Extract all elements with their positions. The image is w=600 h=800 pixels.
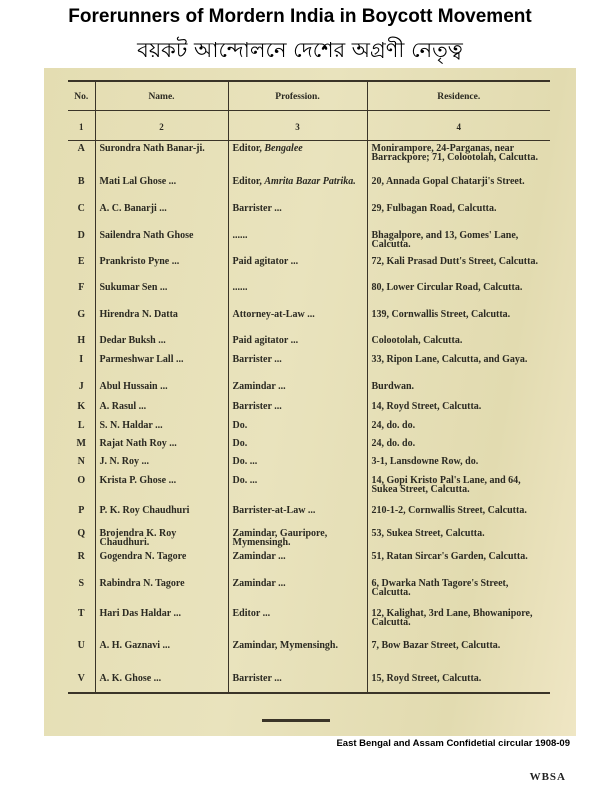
page-title: Forerunners of Mordern India in Boycott Movement: [68, 6, 532, 27]
row-residence: [367, 436, 550, 454]
row-name: [95, 280, 228, 307]
row-no-text: R: [77, 550, 85, 562]
row-residence-text: 6, Dwarka Nath Tagore's Street, Calcutta.: [371, 577, 509, 598]
row-residence-text: 12, Kalighat, 3rd Lane, Bhowanipore, Calcutta.: [371, 607, 533, 628]
row-residence-text: Monirampore, 24-Parganas, near Barrackpore; 71, Colootolah, Calcutta.: [371, 143, 538, 163]
row-profession-text: Do.: [232, 419, 248, 431]
row-residence: [367, 174, 550, 201]
row-profession-text: Paid agitator ...: [232, 334, 299, 346]
row-residence: [367, 418, 550, 436]
row-no: [68, 333, 95, 352]
row-residence-text: 29, Fulbagan Road, Calcutta.: [371, 202, 497, 214]
row-profession: [228, 503, 367, 526]
row-residence-text: 20, Annada Gopal Chatarji's Street.: [371, 175, 525, 187]
header-name: Name.: [95, 81, 228, 111]
row-residence-text: 51, Ratan Sircar's Garden, Calcutta.: [371, 550, 528, 562]
row-no-text: E: [77, 255, 85, 267]
row-no-text: L: [77, 419, 85, 431]
row-name: [95, 399, 228, 418]
row-name-text: Rajat Nath Roy ...: [99, 437, 177, 449]
table-row: [68, 549, 550, 576]
row-no: [68, 638, 95, 671]
table-header-row: [68, 81, 550, 111]
row-profession: [228, 379, 367, 399]
row-residence: [367, 352, 550, 379]
row-no: [68, 418, 95, 436]
row-no: [68, 254, 95, 280]
row-no-text: K: [77, 400, 86, 412]
row-name-text: Parmeshwar Lall ...: [99, 353, 184, 365]
row-no: [68, 671, 95, 693]
row-residence: [367, 280, 550, 307]
row-profession: [228, 454, 367, 473]
row-no-text: O: [77, 474, 86, 486]
row-profession: [228, 399, 367, 418]
row-no: [68, 549, 95, 576]
row-profession-text: ......: [232, 229, 248, 241]
row-no-text: H: [77, 334, 86, 346]
row-residence: [367, 606, 550, 638]
row-name-text: Krista P. Ghose ...: [99, 474, 177, 486]
column-number-row: [68, 111, 550, 141]
header-no: No.: [68, 81, 95, 111]
end-rule: [262, 719, 330, 722]
row-name: [95, 254, 228, 280]
row-no: [68, 307, 95, 333]
row-no: [68, 174, 95, 201]
row-residence-text: Burdwan.: [371, 380, 415, 392]
row-name-text: S. N. Haldar ...: [99, 419, 163, 431]
row-profession-text: Barrister ...: [232, 353, 282, 365]
row-name: [95, 379, 228, 399]
row-profession-text: Zamindar, Mymensingh.: [232, 639, 338, 651]
row-name-text: Hirendra N. Datta: [99, 308, 178, 320]
row-no: [68, 503, 95, 526]
row-residence-text: 14, Royd Street, Calcutta.: [371, 400, 482, 412]
row-residence: [367, 503, 550, 526]
row-residence-text: 80, Lower Circular Road, Calcutta.: [371, 281, 523, 293]
row-no-text: M: [76, 437, 86, 449]
row-name: [95, 454, 228, 473]
row-name-text: P. K. Roy Chaudhuri: [99, 504, 190, 516]
publication-name: Amrita Bazar Patrika.: [264, 175, 356, 187]
row-profession-text: Barrister-at-Law ...: [232, 504, 316, 516]
row-name: [95, 576, 228, 606]
row-no-text: F: [78, 281, 85, 293]
table-row: [68, 436, 550, 454]
row-name: [95, 333, 228, 352]
row-profession: [228, 228, 367, 254]
row-no: [68, 454, 95, 473]
row-residence: [367, 473, 550, 503]
row-name: [95, 526, 228, 549]
row-name-text: Dedar Buksh ...: [99, 334, 166, 346]
row-residence: [367, 141, 550, 174]
row-name: [95, 436, 228, 454]
row-no: [68, 399, 95, 418]
row-no-text: I: [79, 353, 84, 365]
row-profession: [228, 436, 367, 454]
row-residence-text: 3-1, Lansdowne Row, do.: [371, 455, 479, 467]
row-name: [95, 549, 228, 576]
row-name-text: Sukumar Sen ...: [99, 281, 168, 293]
table-row: [68, 638, 550, 671]
row-residence: [367, 254, 550, 280]
row-profession: [228, 549, 367, 576]
table-row: [68, 201, 550, 228]
row-name-text: A. Rasul ...: [99, 400, 147, 412]
row-name-text: A. H. Gaznavi ...: [99, 639, 171, 651]
row-residence: [367, 201, 550, 228]
row-profession: [228, 473, 367, 503]
row-profession: [228, 307, 367, 333]
row-no: [68, 526, 95, 549]
row-name-text: A. C. Banarji ...: [99, 202, 167, 214]
table-row: [68, 454, 550, 473]
row-profession-text: Editor,: [232, 175, 265, 187]
row-name: [95, 201, 228, 228]
leaders-table: [68, 80, 550, 694]
row-residence: [367, 638, 550, 671]
row-residence-text: 7, Bow Bazar Street, Calcutta.: [371, 639, 501, 651]
column-number: 4: [367, 111, 550, 141]
table-row: [68, 473, 550, 503]
row-profession-text: Zamindar ...: [232, 550, 286, 562]
row-residence: [367, 576, 550, 606]
row-no-text: N: [77, 455, 85, 467]
row-name: [95, 418, 228, 436]
row-residence: [367, 454, 550, 473]
row-residence: [367, 399, 550, 418]
table-row: [68, 418, 550, 436]
row-no: [68, 228, 95, 254]
row-name: [95, 352, 228, 379]
row-name-text: A. K. Ghose ...: [99, 672, 162, 684]
row-no-text: G: [77, 308, 86, 320]
table-row: [68, 379, 550, 399]
row-profession-text: Barrister ...: [232, 400, 282, 412]
row-residence-text: Bhagalpore, and 13, Gomes' Lane, Calcutta.: [371, 229, 519, 250]
row-profession: [228, 576, 367, 606]
row-no: [68, 141, 95, 174]
row-profession-text: Paid agitator ...: [232, 255, 299, 267]
table-row: [68, 671, 550, 693]
table-row: [68, 352, 550, 379]
row-profession: [228, 174, 367, 201]
row-no: [68, 606, 95, 638]
row-profession: [228, 671, 367, 693]
row-name-text: Mati Lal Ghose ...: [99, 175, 177, 187]
row-name-text: Rabindra N. Tagore: [99, 577, 185, 589]
row-no-text: V: [77, 672, 85, 684]
header-profession: Profession.: [228, 81, 367, 111]
row-no-text: D: [77, 229, 85, 241]
row-profession-text: Barrister ...: [232, 672, 282, 684]
row-residence: [367, 379, 550, 399]
table-row: [68, 307, 550, 333]
row-residence: [367, 671, 550, 693]
row-no-text: S: [78, 577, 85, 589]
row-profession: [228, 526, 367, 549]
row-profession: [228, 606, 367, 638]
column-number: 3: [228, 111, 367, 141]
header-residence: Residence.: [367, 81, 550, 111]
row-name-text: Sailendra Nath Ghose: [99, 229, 194, 241]
table-row: [68, 526, 550, 549]
row-name: [95, 671, 228, 693]
publication-name: Bengalee: [264, 143, 303, 154]
row-profession-text: Do.: [232, 437, 248, 449]
row-name: [95, 473, 228, 503]
row-profession-text: Do. ...: [232, 474, 258, 486]
row-profession: [228, 280, 367, 307]
row-no: [68, 473, 95, 503]
table-row: [68, 576, 550, 606]
row-no: [68, 352, 95, 379]
row-no-text: A: [77, 143, 85, 154]
row-no-text: P: [78, 504, 85, 516]
row-name: [95, 606, 228, 638]
row-name-text: Hari Das Haldar ...: [99, 607, 181, 619]
table-row: [68, 254, 550, 280]
row-residence: [367, 549, 550, 576]
row-no: [68, 379, 95, 399]
table-row: [68, 606, 550, 638]
row-no-text: J: [78, 380, 84, 392]
row-name: [95, 307, 228, 333]
table-row: [68, 280, 550, 307]
row-profession-text: Zamindar ...: [232, 577, 286, 589]
row-profession-text: Zamindar ...: [232, 380, 286, 392]
row-residence: [367, 307, 550, 333]
row-residence-text: Colootolah, Calcutta.: [371, 334, 463, 346]
page-subtitle-bengali: বয়কট আন্দোলনে দেশের অগ্রণী নেতৃত্ব: [137, 38, 463, 62]
row-profession-text: Do. ...: [232, 455, 258, 467]
row-no: [68, 576, 95, 606]
row-profession: [228, 418, 367, 436]
source-caption: East Bengal and Assam Confidetial circular 1908-09: [336, 738, 570, 749]
table-row: [68, 174, 550, 201]
column-number: 1: [68, 111, 95, 141]
row-residence-text: 33, Ripon Lane, Calcutta, and Gaya.: [371, 353, 528, 365]
row-name-text: Gogendra N. Tagore: [99, 550, 187, 562]
row-profession: [228, 352, 367, 379]
row-profession-text: Barrister ...: [232, 202, 282, 214]
row-profession: [228, 141, 367, 174]
row-profession: [228, 254, 367, 280]
row-name-text: Prankristo Pyne ...: [99, 255, 180, 267]
row-residence: [367, 333, 550, 352]
row-no-text: B: [77, 175, 85, 187]
row-profession: [228, 333, 367, 352]
row-no: [68, 436, 95, 454]
row-name: [95, 141, 228, 174]
row-profession: [228, 201, 367, 228]
row-residence-text: 24, do. do.: [371, 419, 416, 431]
row-name: [95, 228, 228, 254]
row-residence-text: 14, Gopi Kristo Pal's Lane, and 64, Sukea Street, Calcutta.: [371, 474, 521, 495]
row-profession-text: ......: [232, 281, 248, 293]
row-profession-text: Editor,: [232, 143, 265, 154]
row-residence-text: 72, Kali Prasad Dutt's Street, Calcutta.: [371, 255, 538, 267]
row-name-text: Surondra Nath Banar-ji.: [99, 143, 205, 154]
row-residence: [367, 228, 550, 254]
scanned-document: [44, 68, 576, 736]
row-residence-text: 53, Sukea Street, Calcutta.: [371, 527, 485, 539]
row-name: [95, 503, 228, 526]
table-row: [68, 399, 550, 418]
row-no-text: U: [77, 639, 85, 651]
table-row: [68, 333, 550, 352]
table-row: [68, 141, 550, 174]
row-profession-text: Editor ...: [232, 607, 271, 619]
row-no-text: Q: [77, 527, 86, 539]
row-no-text: T: [77, 607, 85, 619]
row-residence-text: 210-1-2, Cornwallis Street, Calcutta.: [371, 504, 527, 516]
row-residence-text: 24, do. do.: [371, 437, 416, 449]
row-profession-text: Zamindar, Gauripore, Mymensingh.: [232, 527, 328, 548]
row-name-text: Abul Hussain ...: [99, 380, 168, 392]
row-name-text: J. N. Roy ...: [99, 455, 149, 467]
row-residence-text: 15, Royd Street, Calcutta.: [371, 672, 482, 684]
table-row: [68, 503, 550, 526]
row-residence-text: 139, Cornwallis Street, Calcutta.: [371, 308, 511, 320]
archive-mark: WBSA: [529, 771, 566, 783]
row-no: [68, 201, 95, 228]
row-profession-text: Attorney-at-Law ...: [232, 308, 315, 320]
table-row: [68, 228, 550, 254]
row-no-text: C: [77, 202, 85, 214]
column-number: 2: [95, 111, 228, 141]
row-no: [68, 280, 95, 307]
row-name-text: Brojendra K. Roy Chaudhuri.: [99, 527, 177, 548]
row-profession: [228, 638, 367, 671]
row-name: [95, 174, 228, 201]
row-residence: [367, 526, 550, 549]
row-name: [95, 638, 228, 671]
